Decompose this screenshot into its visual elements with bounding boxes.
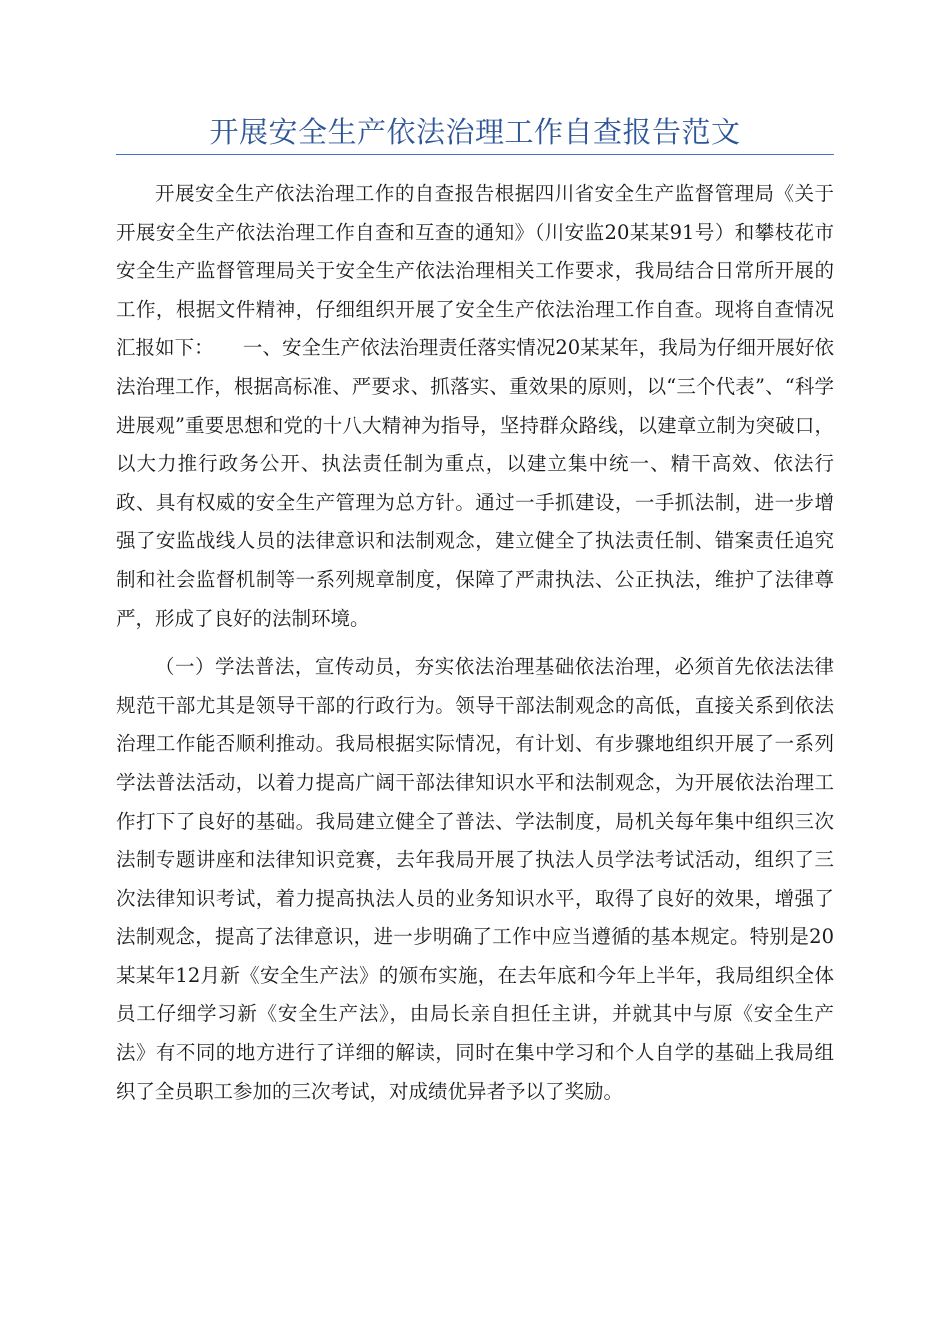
document-body bbox=[116, 175, 834, 1111]
document-title: 开展安全生产依法治理工作自查报告范文 bbox=[209, 115, 741, 149]
title-underline bbox=[116, 154, 834, 155]
paragraph-section-one: （一）学法普法，宣传动员，夯实依法治理基础依法治理，必须首先依法法律规范干部尤其是领导干部的行政行为。领导干部法制观念的高低，直接关系到依法治理工作能否顺利推动。我局根据实际情况，有计划、有步骤地组织开展了一系列学法普法活动，以着力提高广阔干部法律知识水平和法制观念，为开展依法治理工作打下了良好的基础。我局建立健全了普法、学法制度，局机关每年集中组织三次法制专题讲座和法律知识竞赛，去年我局开展了执法人员学法考试活动，组织了三次法律知识考试，着力提高执法人员的业务知识水平，取得了良好的效果，增强了法制观念，提高了法律意识，进一步明确了工作中应当遵循的基本规定。特别是20某某年12月新《安全生产法》的颁布实施，在去年底和今年上半年，我局组织全体员工仔细学习新《安全生产法》，由局长亲自担任主讲，并就其中与原《安全生产法》有不同的地方进行了详细的解读，同时在集中学习和个人自学的基础上我局组织了全员职工参加的三次考试，对成绩优异者予以了奖励。 bbox=[116, 655, 834, 1103]
paragraph-intro: 开展安全生产依法治理工作的自查报告根据四川省安全生产监督管理局《关于开展安全生产依法治理工作自查和互查的通知》（川安监20某某91号）和攀枝花市安全生产监督管理局关于安全生产依法治理相关工作要求，我局结合日常所开展的工作，根据文件精神，仔细组织开展了安全生产依法治理工作自查。现将自查情况汇报如下： 一、安全生产依法治理责任落实情况20某某年，我局为仔细开展好依法治理工作，根据高标准、严要求、抓落实、重效果的原则，以“三个代表”、“科学进展观”重要思想和党的十八大精神为指导，坚持群众路线，以建章立制为突破口，以大力推行政务公开、执法责任制为重点，以建立集中统一、精干高效、依法行政、具有权威的安全生产管理为总方针。通过一手抓建设，一手抓法制，进一步增强了安监战线人员的法律意识和法制观念，建立健全了执法责任制、错案责任追究制和社会监督机制等一系列规章制度，保障了严肃执法、公正执法，维护了法律尊严，形成了良好的法制环境。 bbox=[116, 182, 834, 630]
